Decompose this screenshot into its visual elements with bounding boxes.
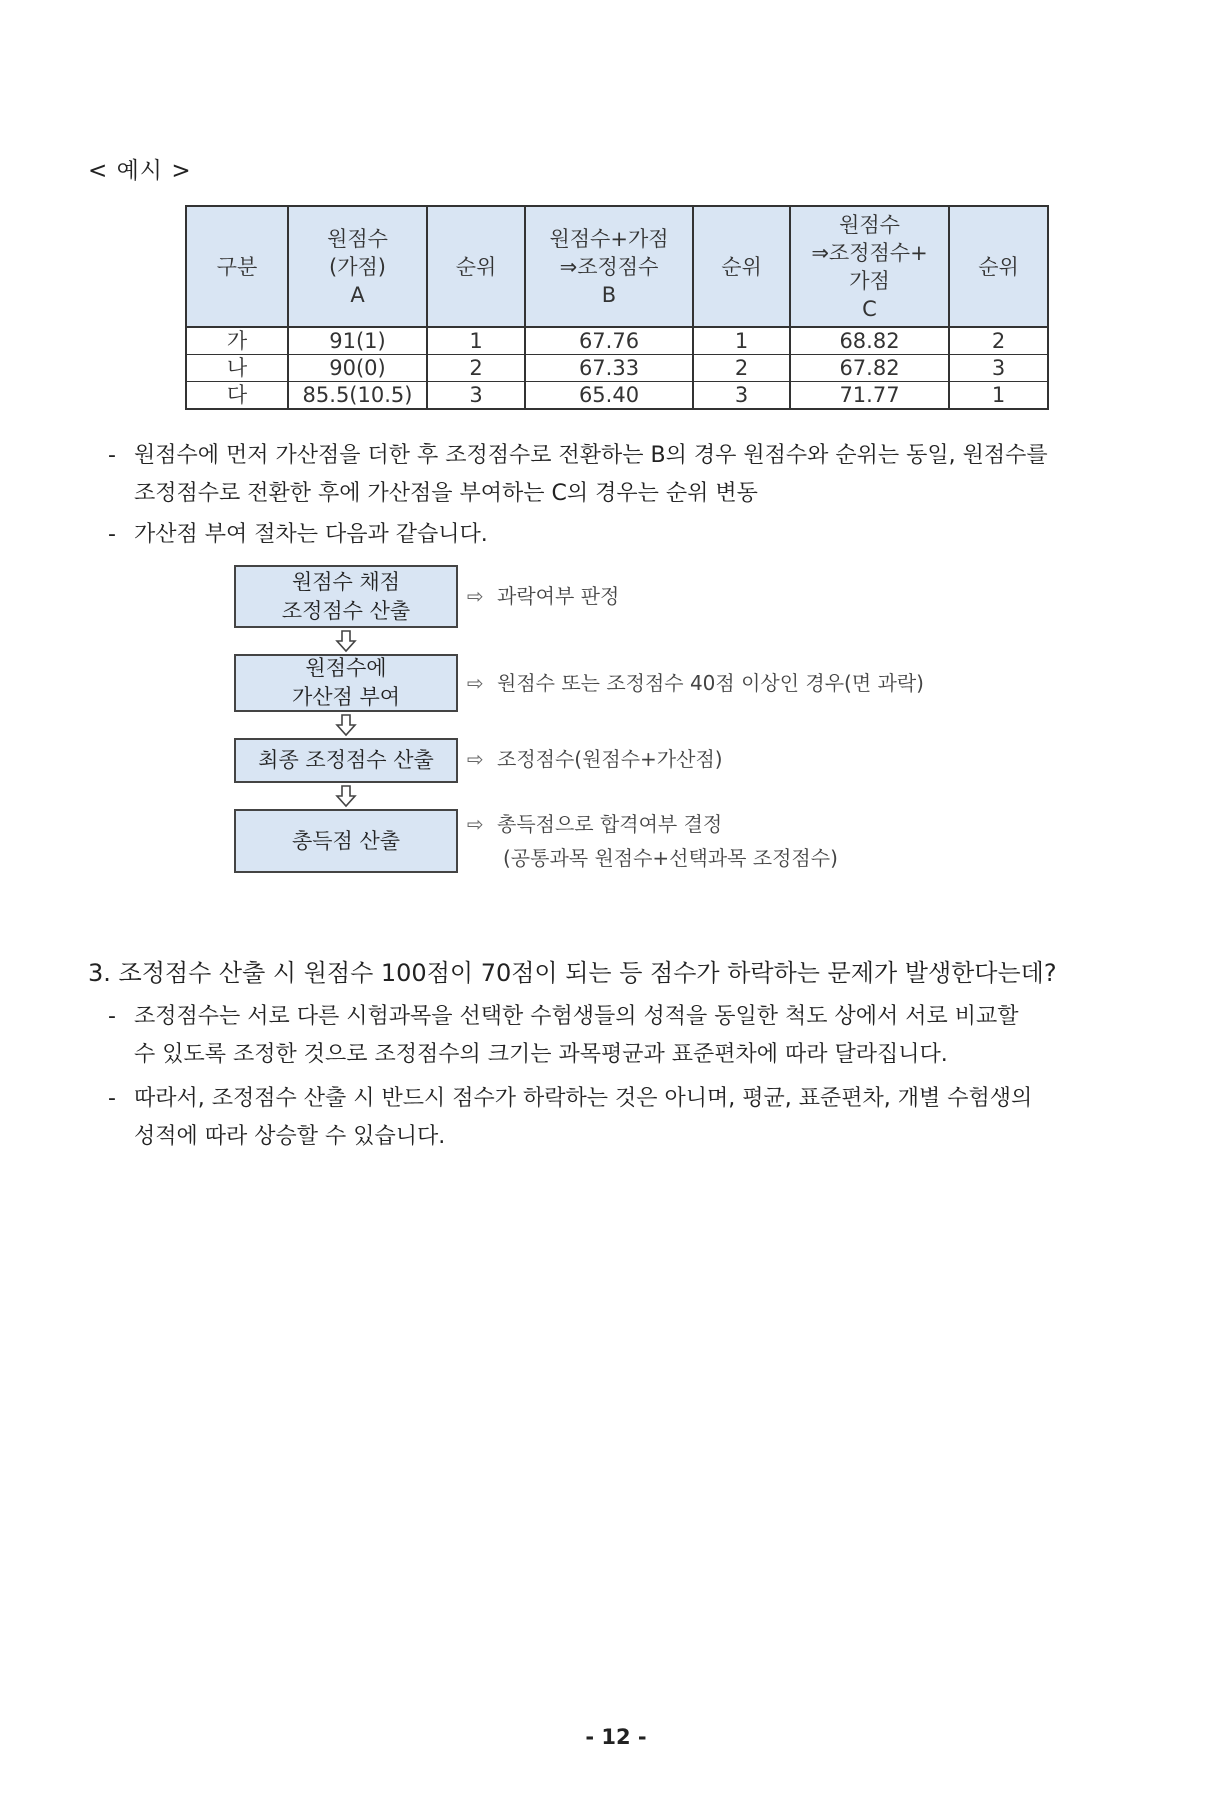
- bullet-text-cont: 수 있도록 조정한 것으로 조정점수의 크기는 과목평균과 표준편차에 따라 달라집니다.: [134, 1042, 948, 1067]
- flow-note: [467, 807, 838, 875]
- table-cell: 67.33: [525, 355, 693, 382]
- bullet-text: 조정점수는 서로 다른 시험과목을 선택한 수험생들의 성적을 동일한 척도 상에서 서로 비교할: [134, 1004, 1019, 1029]
- table-cell: 1: [949, 382, 1048, 410]
- score-example-table: [185, 205, 1049, 410]
- example-label: < 예시 >: [88, 158, 192, 184]
- table-row: [186, 355, 1048, 382]
- table-row: [186, 382, 1048, 410]
- flow-note: [467, 579, 619, 613]
- section-3-title: 3. 조정점수 산출 시 원점수 100점이 70점이 되는 등 점수가 하락하는 문제가 발생한다는데?: [88, 959, 1057, 987]
- bullet-dash: -: [108, 1086, 116, 1111]
- bullet-dash: -: [108, 443, 116, 468]
- table-cell: 2: [427, 355, 525, 382]
- table-cell: 가: [186, 327, 288, 355]
- right-arrow-icon: ⇨: [467, 812, 484, 836]
- header-rank-a: 순위: [427, 206, 525, 327]
- table-cell: 3: [427, 382, 525, 410]
- table-cell: 67.76: [525, 327, 693, 355]
- flow-note-subtext: (공통과목 원점수+선택과목 조정점수): [503, 846, 838, 870]
- bullet-item: [108, 1080, 1148, 1156]
- table-cell: 3: [693, 382, 790, 410]
- bullet-text: 원점수에 먼저 가산점을 더한 후 조정점수로 전환하는 B의 경우 원점수와 순위는 동일, 원점수를: [134, 443, 1048, 468]
- header-raw-score-a: 원점수 (가점) A: [288, 206, 427, 327]
- table-cell: 2: [693, 355, 790, 382]
- header-rank-b: 순위: [693, 206, 790, 327]
- table-cell: 다: [186, 382, 288, 410]
- flow-note-text: 과락여부 판정: [497, 584, 620, 608]
- flow-note: [467, 742, 723, 776]
- table-cell: 나: [186, 355, 288, 382]
- bullet-dash: -: [108, 522, 116, 547]
- flow-note: [467, 666, 924, 700]
- table-row: [186, 327, 1048, 355]
- table-cell: 65.40: [525, 382, 693, 410]
- table-cell: 67.82: [790, 355, 949, 382]
- table-cell: 90(0): [288, 355, 427, 382]
- bullet-item: [108, 516, 1148, 554]
- header-adjusted-b: 원점수+가점 ⇒조정점수 B: [525, 206, 693, 327]
- bullet-dash: -: [108, 1004, 116, 1029]
- flow-note-text: 원점수 또는 조정점수 40점 이상인 경우(면 과락): [497, 671, 924, 695]
- down-arrow-icon: [334, 784, 358, 808]
- table-cell: 91(1): [288, 327, 427, 355]
- header-category: 구분: [186, 206, 288, 327]
- bullet-text: 가산점 부여 절차는 다음과 같습니다.: [134, 522, 488, 547]
- header-adjusted-c: 원점수 ⇒조정점수+ 가점 C: [790, 206, 949, 327]
- down-arrow-icon: [334, 629, 358, 653]
- bullet-text-cont: 성적에 따라 상승할 수 있습니다.: [134, 1124, 446, 1149]
- table-cell: 3: [949, 355, 1048, 382]
- down-arrow-icon: [334, 713, 358, 737]
- table-cell: 85.5(10.5): [288, 382, 427, 410]
- right-arrow-icon: ⇨: [467, 671, 484, 695]
- flow-step-bonus: 원점수에 가산점 부여: [234, 654, 458, 712]
- header-rank-c: 순위: [949, 206, 1048, 327]
- page-number: - 12 -: [585, 1725, 647, 1749]
- bullet-item: [108, 437, 1148, 513]
- flow-step-final-adjusted: 최종 조정점수 산출: [234, 738, 458, 783]
- table-cell: 1: [427, 327, 525, 355]
- bullet-text-cont: 조정점수로 전환한 후에 가산점을 부여하는 C의 경우는 순위 변동: [134, 481, 758, 506]
- flow-note-text: 총득점으로 합격여부 결정: [497, 812, 723, 836]
- right-arrow-icon: ⇨: [467, 584, 484, 608]
- table-cell: 1: [693, 327, 790, 355]
- table-header-row: [186, 206, 1048, 327]
- table-cell: 2: [949, 327, 1048, 355]
- bullet-item: [108, 998, 1148, 1074]
- right-arrow-icon: ⇨: [467, 747, 484, 771]
- flow-step-scoring: 원점수 채점 조정점수 산출: [234, 565, 458, 628]
- table-cell: 71.77: [790, 382, 949, 410]
- table-cell: 68.82: [790, 327, 949, 355]
- bullet-text: 따라서, 조정점수 산출 시 반드시 점수가 하락하는 것은 아니며, 평균, 표준편차, 개별 수험생의: [134, 1086, 1033, 1111]
- flow-note-text: 조정점수(원점수+가산점): [497, 747, 723, 771]
- flow-step-total: 총득점 산출: [234, 809, 458, 873]
